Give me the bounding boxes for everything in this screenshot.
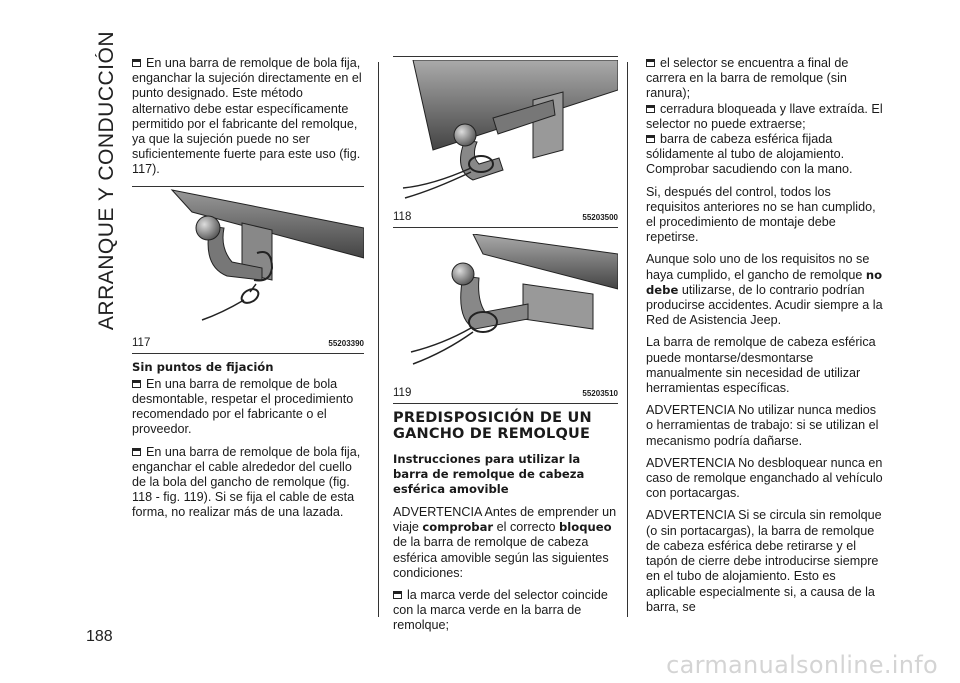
paragraph-manual-mount: La barra de remolque de cabeza esférica puede montarse/desmontarse manualmente sin necesidad de utilizar herramientas específicas. [646, 335, 876, 396]
section-heading: PREDISPOSICIÓN DE UN GANCHO DE REMOLQUE [393, 410, 592, 442]
figure-number: 119 [393, 387, 412, 399]
figure-number: 117 [132, 336, 151, 349]
paragraph-warning-remove: ADVERTENCIA Si se circula sin remolque (o sin portacargas), la barra de remolque de cabeza esférica debe retirarse y el tapón de cierre debe introducirse siempre en el tubo de alojamiento. Esto es aplicable especialmente si, a causa de la barra, se [646, 508, 882, 614]
column-3 [646, 56, 884, 622]
tow-hook-illustration-117 [132, 188, 364, 328]
paragraph-warning-check: ADVERTENCIA Antes de emprender un viaje comprobar el correcto bloqueo de la barra de remolque de cabeza esférica amovible según las siguientes condiciones: [393, 505, 617, 580]
figure-code: 55203390 [328, 338, 364, 348]
tow-hook-illustration-119 [393, 234, 618, 379]
figure-code: 55203500 [582, 213, 618, 222]
column-divider-1 [378, 62, 379, 617]
figure-117 [132, 186, 364, 356]
bullet-selector-end: el selector se encuentra a final de carrera en la barra de remolque (sin ranura); [646, 56, 849, 101]
bullet-lock: cerradura bloqueada y llave extraída. El selector no puede extraerse; [646, 101, 883, 131]
paragraph-fixed-ball: En una barra de remolque de bola fija, enganchar la sujeción directamente en el punto designado. Este método alternativo debe estar específicamente permitido por el fabricante del remolque, ya que la sujeción puede no ser suficientemente fuerte para este uso (fig. 117). [132, 56, 362, 177]
bullet-ball-fixed: barra de cabeza esférica fijada sólidamente al tubo de alojamiento. Comprobar sacudiendo con la mano. [646, 132, 853, 177]
subheading-no-anchor: Sin puntos de fijación [132, 359, 274, 374]
bullet-icon [393, 591, 402, 599]
bullet-icon [132, 448, 141, 456]
bullet-icon [132, 380, 141, 388]
paragraph-warning-tools: ADVERTENCIA No utilizar nunca medios o herramientas de trabajo: si se utilizan el mecanismo podría dañarse. [646, 403, 879, 448]
figure-119 [393, 234, 618, 404]
paragraph-repeat: Si, después del control, todos los requisitos anteriores no se han cumplido, el procedimiento de montaje debe repetirse. [646, 184, 876, 245]
bullet-icon [132, 59, 141, 67]
figure-code: 55203510 [582, 389, 618, 398]
subheading-instructions: Instrucciones para utilizar la barra de remolque de cabeza esférica amovible [393, 452, 585, 496]
column-2 [393, 56, 618, 641]
figure-number: 118 [393, 211, 412, 223]
section-title: ARRANQUE Y CONDUCCIÓN [95, 30, 118, 330]
paragraph-must-not-use: Aunque solo uno de los requisitos no se haya cumplido, el gancho de remolque no debe utilizarse, de lo contrario podrían producirse accidentes. Acudir siempre a la Red de Asistencia Jeep. [646, 252, 883, 328]
bullet-icon [646, 59, 655, 67]
column-divider-2 [627, 62, 628, 617]
page-number: 188 [86, 628, 113, 645]
paragraph-removable-ball: En una barra de remolque de bola desmontable, respetar el procedimiento recomendado por el fabricante o el proveedor. [132, 376, 354, 437]
figure-118 [393, 56, 618, 228]
paragraph-warning-unlock: ADVERTENCIA No desbloquear nunca en caso de remolque enganchado al vehículo con portacargas. [646, 455, 883, 501]
column-1 [132, 56, 364, 528]
bullet-icon [646, 105, 655, 113]
watermark: carmanualsonline.info [666, 651, 938, 679]
paragraph-cable-neck: En una barra de remolque de bola fija, enganchar el cable alrededor del cuello de la bola del gancho de remolque (fig. 118 - fig. 119). Si se fija el cable de esta forma, no realizar más de una lazada. [132, 444, 361, 520]
bullet-icon [646, 135, 655, 143]
tow-hook-illustration-118 [393, 60, 618, 208]
section-title-vertical [82, 30, 132, 330]
bullet-green-mark: la marca verde del selector coincide con la marca verde en la barra de remolque; [393, 588, 608, 633]
